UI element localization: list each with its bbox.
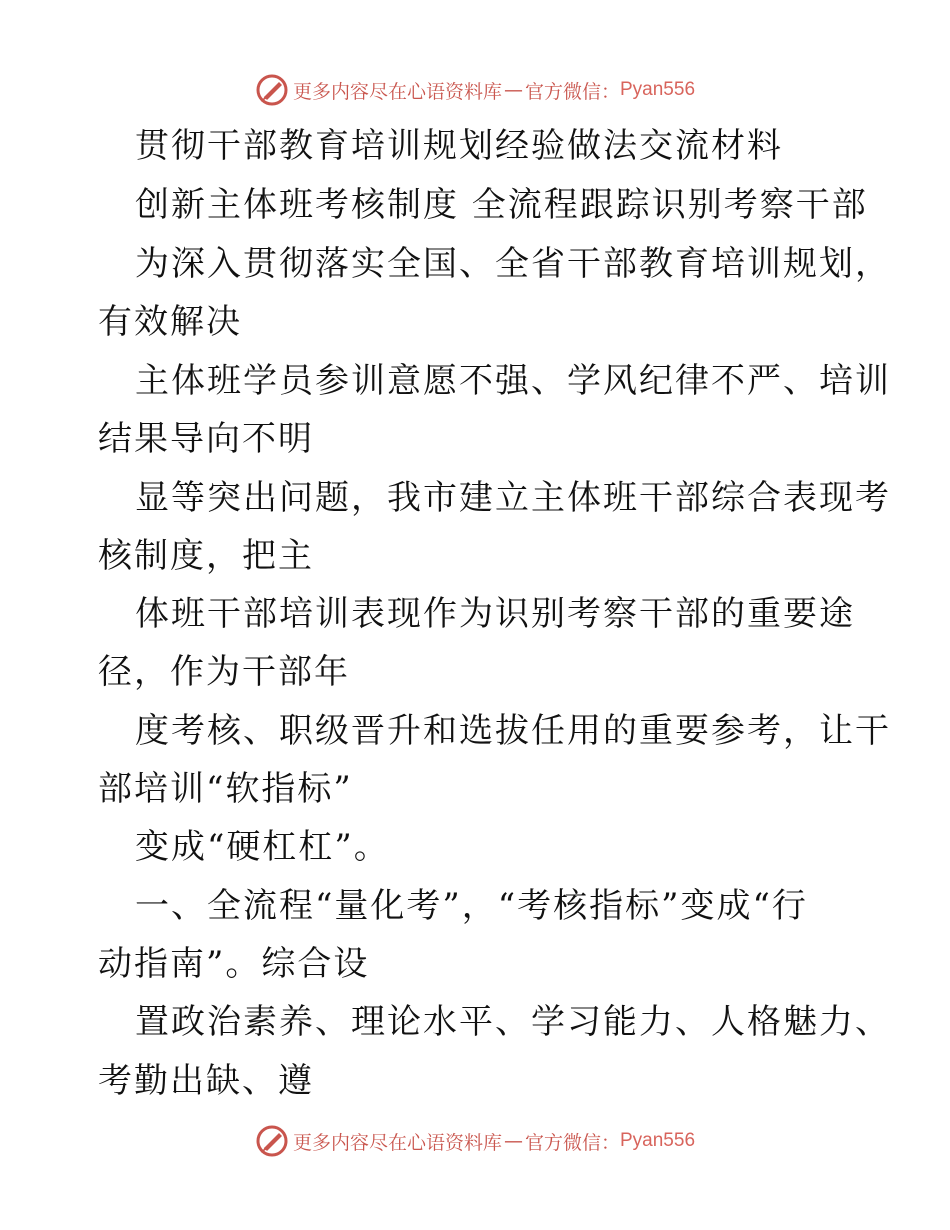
paragraph-line: 显等突出问题，我市建立主体班干部综合表现考: [135, 478, 891, 518]
watermark-promo-text: 更多内容尽在心语资料库: [292, 1131, 502, 1154]
watermark-wechat-label: 官方微信：: [524, 80, 620, 103]
watermark-wechat-id: Pyan556: [620, 79, 696, 100]
paragraph-line: 部培训“软指标”: [98, 769, 353, 809]
paragraph-line: 为深入贯彻落实全国、全省干部教育培训规划，: [135, 244, 891, 284]
paragraph-line: 核制度，把主: [98, 536, 314, 576]
paragraph-line: 置政治素养、理论水平、学习能力、人格魅力、: [135, 1002, 891, 1042]
footer-watermark: [0, 1124, 950, 1158]
quill-circle-logo-icon: [255, 1124, 289, 1158]
paragraph-line: 体班干部培训表现作为识别考察干部的重要途: [135, 594, 855, 634]
paragraph-line: 主体班学员参训意愿不强、学风纪律不严、培训: [135, 361, 891, 401]
quill-circle-logo-icon: [255, 73, 289, 107]
paragraph-line: 径，作为干部年: [98, 652, 350, 692]
watermark-wechat-label: 官方微信：: [524, 1131, 620, 1154]
document-title: 贯彻干部教育培训规划经验做法交流材料: [135, 126, 783, 166]
paragraph-line: 变成“硬杠杠”。: [135, 827, 390, 867]
paragraph-line: 结果导向不明: [98, 419, 314, 459]
watermark-promo-text: 更多内容尽在心语资料库: [292, 80, 502, 103]
header-watermark: [0, 73, 950, 107]
document-subtitle: 创新主体班考核制度 全流程跟踪识别考察干部: [135, 185, 868, 225]
paragraph-line: 有效解决: [98, 302, 242, 342]
paragraph-line: 考勤出缺、遵: [98, 1061, 314, 1101]
section-heading-line: 一、全流程“量化考”，“考核指标”变成“行: [135, 886, 808, 926]
paragraph-line: 度考核、职级晋升和选拔任用的重要参考，让干: [135, 711, 891, 751]
watermark-wechat-id: Pyan556: [620, 1130, 696, 1151]
watermark-separator: —: [503, 79, 523, 101]
watermark-separator: —: [503, 1130, 523, 1152]
paragraph-line: 动指南”。综合设: [98, 944, 370, 984]
